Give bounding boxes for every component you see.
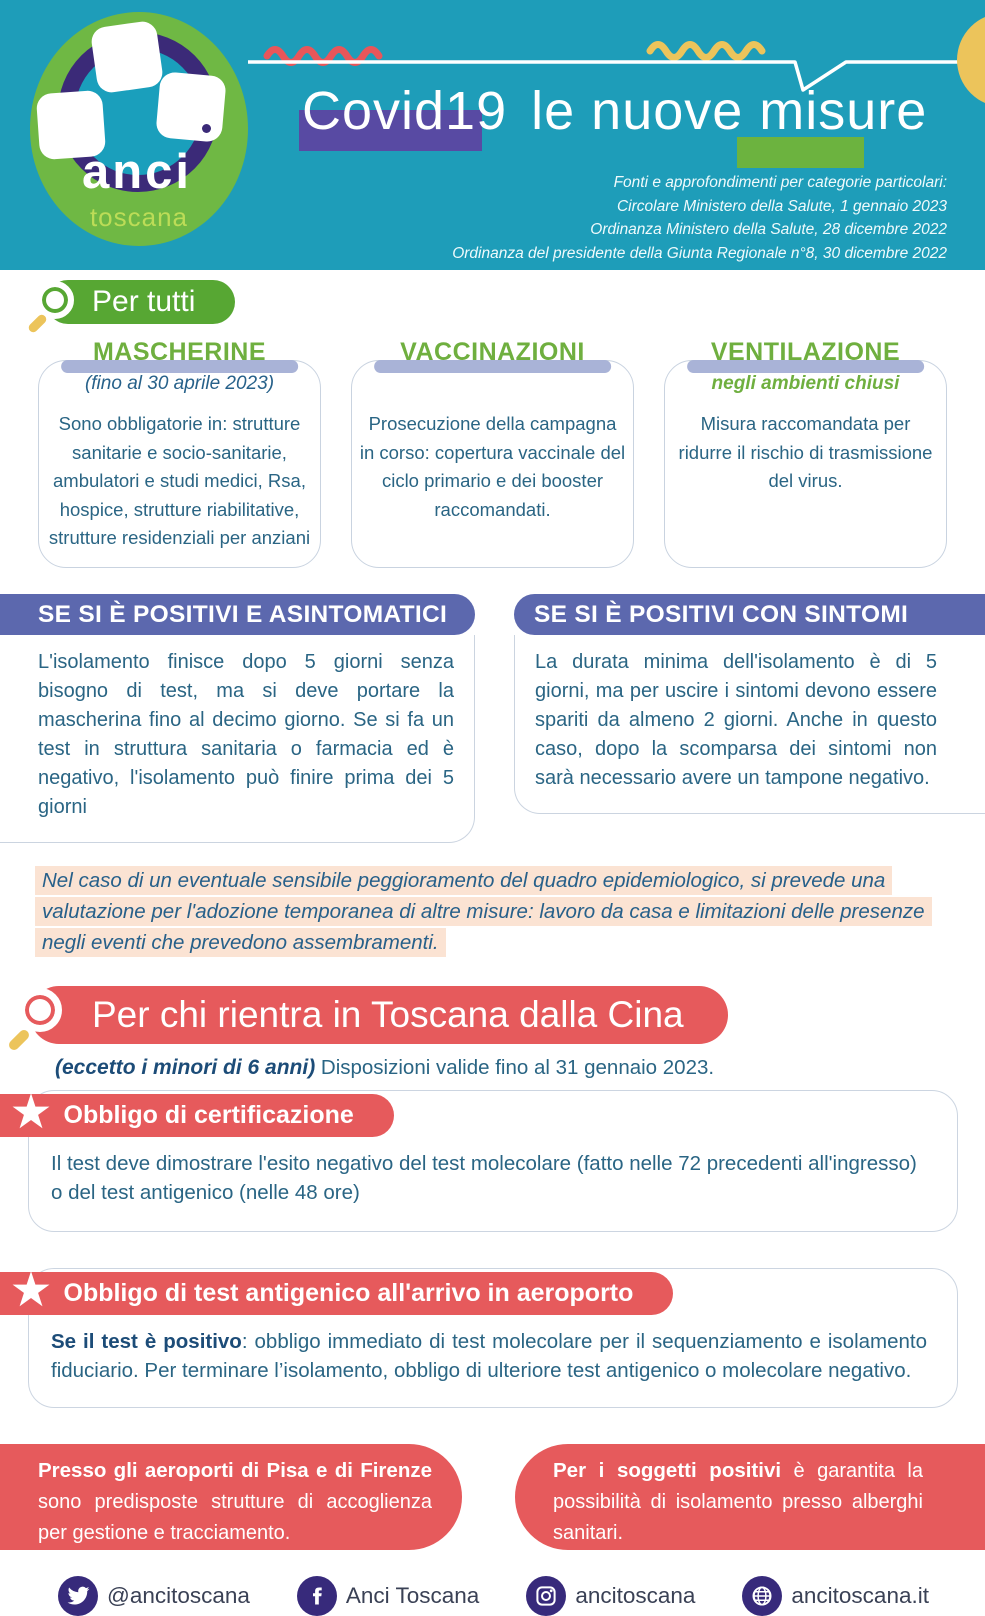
rule-banner: [0, 1085, 394, 1139]
header-banner: [0, 0, 985, 270]
card-mascherine: [38, 338, 321, 568]
card-title: MASCHERINE: [38, 338, 321, 368]
page-title: [302, 80, 927, 142]
note-text: Nel caso di un eventuale sensibile peggioramento del quadro epidemiologico, si prevede una valutazione per l'adozione temporanea di altre misure: lavoro da casa e limitazioni delle presenze negli eventi che prevedono assembramenti.: [35, 866, 932, 957]
social-label[interactable]: ancitoscana: [575, 1582, 696, 1608]
magnifier-icon: [12, 988, 72, 1060]
page-title-part2: le nuove misure: [531, 81, 928, 141]
card-title: VENTILAZIONE: [664, 338, 947, 368]
star-icon: ★: [9, 1085, 53, 1139]
cina-subtitle: [55, 1056, 985, 1080]
section-positivi-sintomi: [514, 594, 985, 843]
section-banner: SE SI È POSITIVI E ASINTOMATICI: [0, 594, 475, 635]
card-ventilazione: [664, 338, 947, 568]
star-icon: ★: [9, 1263, 53, 1317]
card-text: Sono obbligatorie in: strutture sanitarie e socio-sanitarie, ambulatori e studi medici, Rsa, hospice, strutture riabilitative, strutture residenziali per anziani: [48, 413, 311, 548]
logo-square-top: [90, 20, 165, 95]
section-title-per-tutti: [46, 280, 235, 324]
card-subtitle: (fino al 30 aprile 2023): [84, 373, 275, 394]
card-body-box: [664, 360, 947, 568]
rule-banner: [0, 1263, 673, 1317]
source-line: Ordinanza Ministero della Salute, 28 dicembre 2022: [590, 221, 947, 238]
box-soggetti-positivi: Per i soggetti positivi è garantita la possibilità di isolamento presso alberghi sanitari.: [515, 1444, 985, 1550]
rule-certificazione: [9, 1085, 958, 1232]
card-subtitle: [359, 373, 626, 403]
twitter-icon[interactable]: [58, 1576, 98, 1616]
section-banner: SE SI È POSITIVI CON SINTOMI: [514, 594, 985, 635]
rule-text: Se il test è positivo: obbligo immediato di test molecolare per il sequenziamento e isolamento fiduciario. Per terminare l’isolamento, obbligo di ulteriore test antigenico o molecolare negativo.: [51, 1329, 927, 1382]
page-title-part1: Covid19: [302, 81, 508, 141]
source-line: Ordinanza del presidente della Giunta Regionale n°8, 30 dicembre 2022: [452, 244, 947, 262]
measures-cards-row: [38, 338, 947, 568]
instagram-icon[interactable]: [526, 1576, 566, 1616]
social-facebook[interactable]: [297, 1576, 479, 1616]
logo-wordmark-toscana: toscana: [89, 202, 189, 232]
anci-toscana-logo: [30, 12, 248, 246]
cina-subtitle-bold: (eccetto i minori di 6 anni): [55, 1055, 316, 1079]
cina-title-label: Per chi rientra in Toscana dalla Cina: [92, 993, 684, 1035]
facebook-icon[interactable]: [297, 1576, 337, 1616]
section-positivi-asintomatici: [0, 594, 475, 843]
source-line: Circolare Ministero della Salute, 1 gennaio 2023: [616, 197, 947, 215]
social-label[interactable]: @ancitoscana: [107, 1582, 250, 1608]
card-subtitle: negli ambienti chiusi: [711, 373, 900, 394]
box-aeroporti: Presso gli aeroporti di Pisa e di Firenze sono predisposte strutture di accoglienza per gestione e tracciamento.: [0, 1444, 462, 1550]
card-title: VACCINAZIONI: [351, 338, 634, 368]
social-website[interactable]: [742, 1576, 929, 1616]
logo-square-right: [155, 71, 227, 143]
social-footer: [58, 1576, 929, 1616]
card-text: Prosecuzione della campagna in corso: copertura vaccinale del ciclo primario e dei booster raccomandati.: [359, 413, 626, 520]
positivi-row: [0, 594, 985, 843]
squiggle-yellow: [650, 45, 762, 58]
card-body-box: [351, 360, 634, 568]
rule-test-antigenico: [9, 1263, 958, 1408]
rule-banner-label: Obbligo di test antigenico all'arrivo in aeroporto: [63, 1278, 634, 1307]
source-line: Fonti e approfondimenti per categorie particolari:: [613, 174, 947, 191]
social-instagram[interactable]: [526, 1576, 695, 1616]
section-text: La durata minima dell'isolamento è di 5 giorni, ma per uscire i sintomi devono essere spariti da almeno 2 giorni. Anche in questo caso, dopo la scomparsa dei sintomi non sarà necessario avere un tampone negativo.: [514, 635, 985, 814]
card-body-box: [38, 360, 321, 568]
epidemiological-note: [35, 865, 950, 958]
social-twitter[interactable]: [58, 1576, 250, 1616]
card-vaccinazioni: [351, 338, 634, 568]
cina-subtitle-rest: Disposizioni valide fino al 31 gennaio 2023.: [315, 1055, 715, 1079]
logo-wordmark-anci: anci: [81, 145, 193, 199]
section-text: L'isolamento finisce dopo 5 giorni senza bisogno di test, ma si deve portare la mascherina fino al decimo giorno. Se si fa un test in struttura sanitaria o farmacia ed è negativo, l'isolamento può finire prima dei 5 giorni: [0, 635, 475, 843]
per-tutti-label: Per tutti: [92, 285, 196, 318]
social-label[interactable]: ancitoscana.it: [791, 1582, 929, 1608]
social-label[interactable]: Anci Toscana: [345, 1582, 480, 1608]
magnifier-icon: [30, 279, 82, 341]
globe-icon[interactable]: [742, 1576, 782, 1616]
rule-banner-label: Obbligo di certificazione: [63, 1100, 354, 1129]
airport-info-row: [0, 1444, 985, 1550]
sources-list: [452, 171, 947, 265]
card-text: Misura raccomandata per ridurre il rischio di trasmissione del virus.: [678, 413, 933, 491]
section-title-cina: [30, 986, 728, 1044]
logo-dot: [202, 124, 211, 133]
rule-text: Il test deve dimostrare l'esito negativo del test molecolare (fatto nelle 72 precedenti all'ingresso) o del test antigenico (nelle 48 ore): [51, 1151, 917, 1204]
